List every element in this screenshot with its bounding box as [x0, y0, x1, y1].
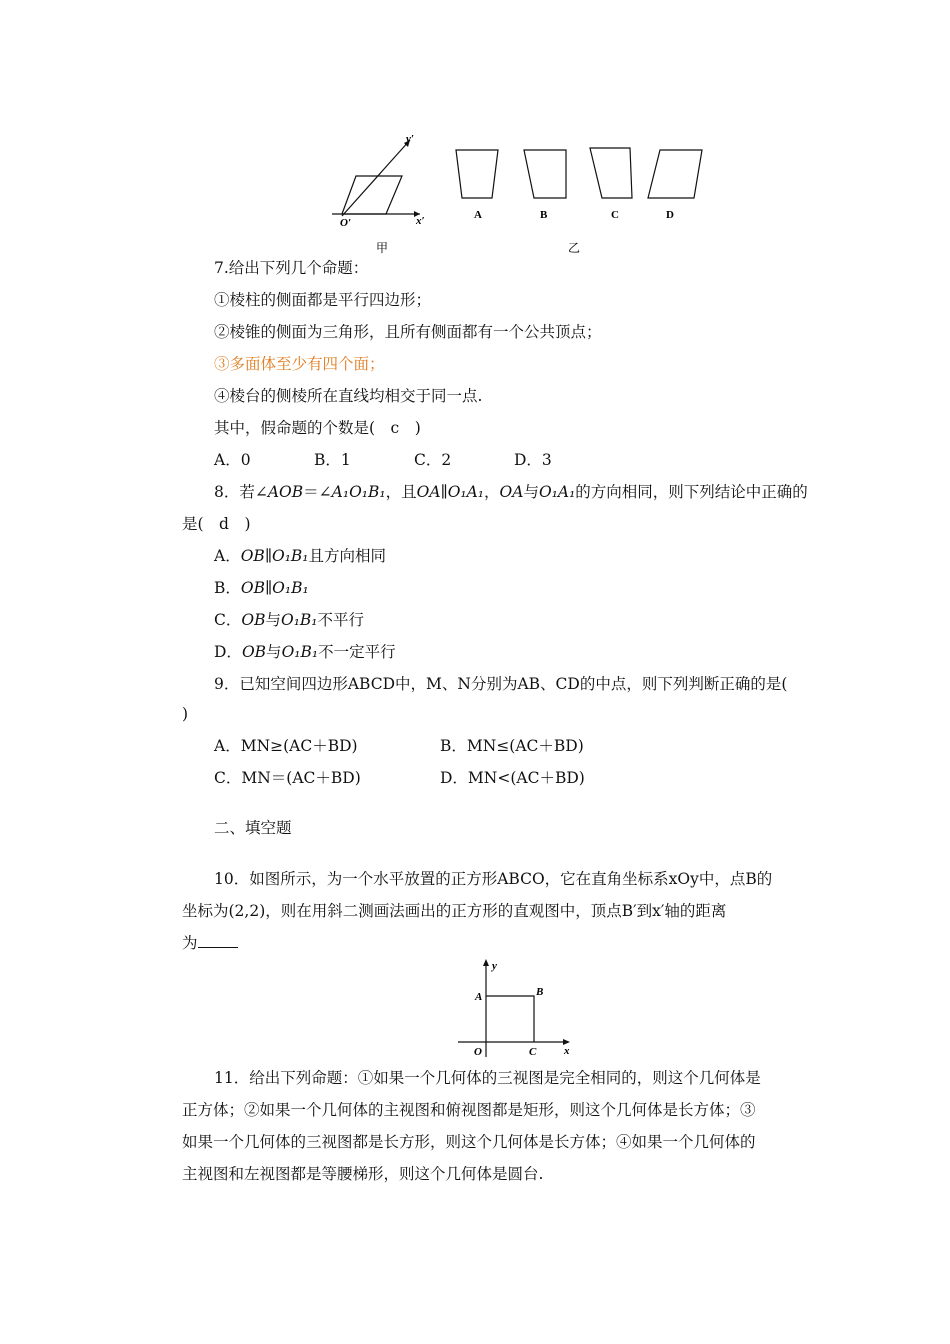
- q8-opt-c-ob: OB: [241, 611, 266, 629]
- q8-angle-a1o1b1: A₁O₁B₁: [331, 483, 386, 501]
- q8-oa-2: OA: [499, 483, 524, 501]
- q8-opt-b-par: ∥: [265, 579, 273, 597]
- q7-proposition-3: ③多面体至少有四个面；: [214, 355, 385, 373]
- q7-question: 其中，假命题的个数是( c ): [214, 419, 421, 437]
- q8-opt-a-ob: OB: [240, 547, 265, 565]
- option-d-letter: D: [666, 209, 674, 221]
- figure-square-svg: [452, 955, 582, 1065]
- q8-o1a1: O₁A₁: [447, 483, 485, 501]
- shape-c: [590, 148, 632, 198]
- q8-opt-a-post: 且方向相同: [308, 547, 387, 565]
- q8-option-b: [214, 578, 309, 598]
- q8-opt-b-ob: OB: [240, 579, 265, 597]
- q8-opt-b-prefix: B．: [214, 579, 241, 597]
- q11-line-1: 11．给出下列命题：①如果一个几何体的三视图是完全相同的，则这个几何体是: [214, 1069, 761, 1087]
- q8-o1a1-2: O₁A₁: [538, 483, 576, 501]
- shape-d: [648, 150, 702, 198]
- q8-oa: OA: [416, 483, 441, 501]
- axis-y-prime-label: y′: [406, 133, 414, 145]
- q10-line-2: 坐标为(2,2)，则在用斜二测画法画出的正方形的直观图中，顶点B′到x′轴的距离: [182, 902, 727, 920]
- q7-option-a: A．0: [214, 451, 251, 469]
- shape-b: [524, 150, 566, 198]
- figure-square-abco: [452, 955, 582, 1065]
- q8-with: 与: [523, 483, 539, 501]
- fig-a-label: A: [475, 991, 483, 1003]
- q9-option-b: B．MN≤(AC＋BD): [440, 737, 584, 755]
- q10-line-1: 10．如图所示，为一个水平放置的正方形ABCO，它在直角坐标系xOy中，点B的: [214, 870, 773, 888]
- q8-comma: ，: [484, 483, 500, 501]
- q8-opt-d-prefix: D．: [214, 643, 242, 661]
- origin-label: O′: [340, 217, 352, 229]
- q8-opt-c-with: 与: [265, 611, 281, 629]
- q8-num: 8．若∠: [214, 483, 268, 501]
- q7-option-c: C．2: [414, 451, 452, 469]
- q8-opt-d-post: 不一定平行: [318, 643, 396, 661]
- q8-opt-d-ob: OB: [241, 643, 267, 661]
- q9-option-d: D．MN<(AC＋BD): [440, 769, 585, 787]
- q7-option-b: B．1: [314, 451, 351, 469]
- fig-y-label: y: [492, 960, 497, 972]
- fig-b-label: B: [536, 986, 544, 998]
- y-prime-axis: [342, 140, 410, 216]
- q8-opt-c-post: 不平行: [317, 611, 365, 629]
- section-title: 二、填空题: [214, 819, 292, 837]
- answer-blank: [198, 933, 238, 948]
- q7-proposition-2: ②棱锥的侧面为三角形，且所有侧面都有一个公共顶点；: [214, 323, 602, 341]
- jia-label: 甲: [376, 241, 389, 255]
- q8-option-c: [214, 610, 364, 630]
- q8-opt-d-with: 与: [266, 643, 282, 661]
- q8-angle-aob: AOB: [267, 483, 304, 501]
- q9-option-a: A．MN≥(AC＋BD): [214, 737, 358, 755]
- q8-stem-line2: 是( d ): [182, 515, 251, 533]
- q8-opt-a-o1b1: O₁B₁: [271, 547, 309, 565]
- fig-c-label: C: [529, 1046, 537, 1058]
- fig-x-label: x: [564, 1045, 570, 1057]
- figure-top-svg: [320, 128, 740, 258]
- q10-line-3-text: 为: [182, 934, 198, 952]
- q8-option-d: [214, 642, 396, 662]
- q9-option-c: C．MN＝(AC＋BD): [214, 769, 361, 787]
- q8-opt-d-o1b1: O₁B₁: [281, 643, 319, 661]
- axis-x-prime-label: x′: [416, 215, 425, 227]
- q8-stem: [214, 482, 808, 502]
- q11-line-4: 主视图和左视图都是等腰梯形，则这个几何体是圆台.: [182, 1165, 544, 1183]
- q8-and: ，且: [385, 483, 417, 501]
- q10-line-3: [182, 933, 238, 953]
- q8-opt-a-par: ∥: [264, 547, 272, 565]
- q8-opt-a-prefix: A．: [214, 547, 241, 565]
- q8-opt-c-prefix: C．: [214, 611, 242, 629]
- option-b-letter: B: [540, 209, 548, 221]
- option-a-letter: A: [474, 209, 482, 221]
- q7-proposition-4: ④棱台的侧棱所在直线均相交于同一点.: [214, 387, 483, 405]
- option-c-letter: C: [611, 209, 619, 221]
- q9-stem-line2: ): [182, 705, 189, 723]
- q8-opt-c-o1b1: O₁B₁: [281, 611, 318, 629]
- q7-option-d: D．3: [514, 451, 552, 469]
- fig-o-label: O: [474, 1046, 482, 1058]
- q8-eq: ＝∠: [303, 483, 332, 501]
- q7-stem: 7.给出下列几个命题：: [214, 259, 369, 277]
- shape-a: [456, 150, 498, 198]
- yi-label: 乙: [568, 241, 581, 255]
- q11-line-3: 如果一个几何体的三视图都是长方形，则这个几何体是长方体；④如果一个几何体的: [182, 1133, 756, 1151]
- q8-rest: 的方向相同，则下列结论中正确的: [575, 483, 808, 501]
- figure-oblique-axes: [320, 128, 740, 258]
- q9-stem: 9．已知空间四边形ABCD中，M、N分别为AB、CD的中点，则下列判断正确的是(: [214, 675, 788, 693]
- q8-opt-b-o1b1: O₁B₁: [272, 579, 309, 597]
- q8-option-a: [214, 546, 386, 566]
- q11-line-2: 正方体；②如果一个几何体的主视图和俯视图都是矩形，则这个几何体是长方体；③: [182, 1101, 756, 1119]
- q7-proposition-1: ①棱柱的侧面都是平行四边形；: [214, 291, 432, 309]
- q8-parallel: ∥: [440, 483, 448, 501]
- square-abco: [486, 996, 534, 1042]
